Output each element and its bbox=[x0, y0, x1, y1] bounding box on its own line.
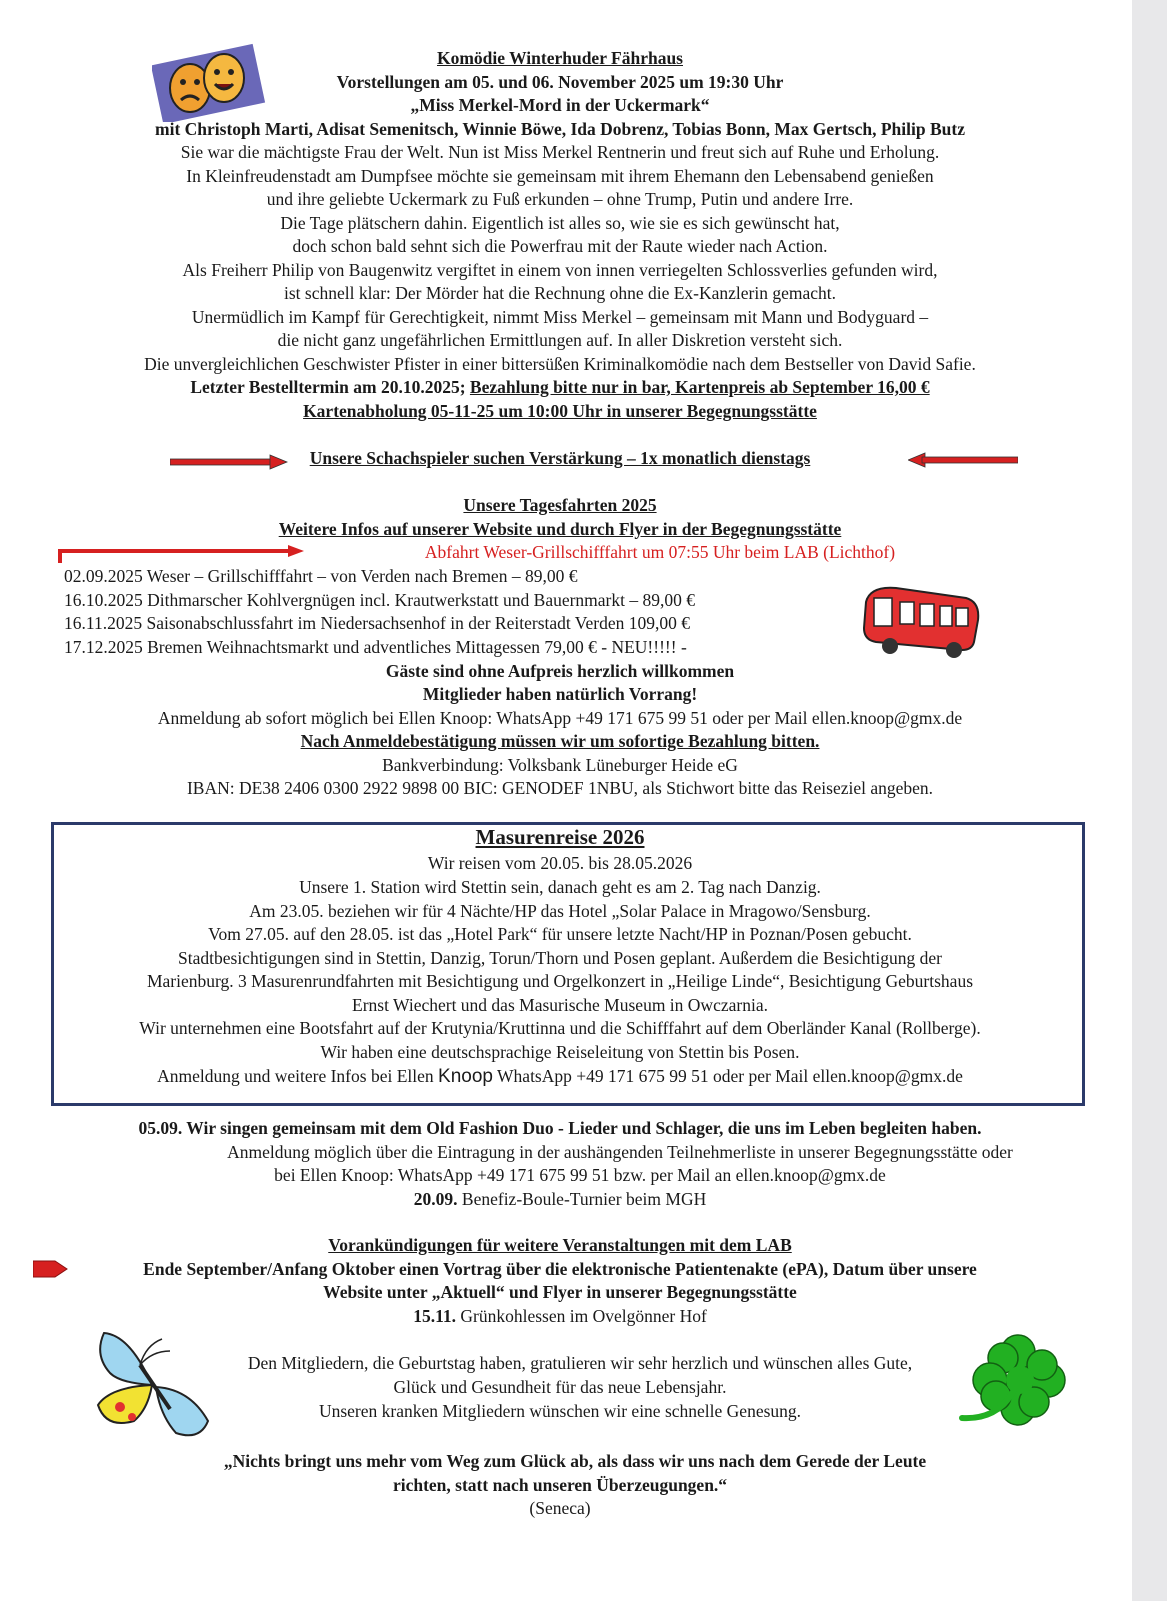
trips-registration: Anmeldung ab sofort möglich bei Ellen Knoop: WhatsApp +49 171 675 99 51 oder per Mail ellen.knoop@gmx.de bbox=[157, 708, 963, 728]
comedy-description-line: Als Freiherr Philip von Baugenwitz vergiftet in einem von innen verriegelten Schlossverlies gefunden wird, bbox=[182, 260, 938, 280]
masuren-line: Vom 27.05. auf den 28.05. ist das „Hotel Park“ für unsere letzte Nacht/HP in Poznan/Posen gebucht. bbox=[208, 924, 912, 944]
comedy-title: Komödie Winterhuder Fährhaus bbox=[436, 48, 683, 68]
comedy-description-line: In Kleinfreudenstadt am Dumpfsee möchte sie gemeinsam mit ihrem Ehemann den Lebensabend genießen bbox=[186, 166, 934, 186]
greeting-line: Den Mitgliedern, die Geburtstag haben, gratulieren wir sehr herzlich und wünschen alles Gute, bbox=[247, 1353, 913, 1373]
masuren-line: Marienburg. 3 Masurenrundfahrten mit Besichtigung und Orgelkonzert in „Heilige Linde“, Besichtigung Geburtshaus bbox=[146, 971, 974, 991]
comedy-description-line: und ihre geliebte Uckermark zu Fuß erkunden – ohne Trump, Putin und andere Irre. bbox=[266, 189, 854, 209]
trips-bank: Bankverbindung: Volksbank Lüneburger Heide eG bbox=[382, 755, 738, 775]
masuren-contact-pre: Anmeldung und weitere Infos bei Ellen bbox=[157, 1066, 434, 1086]
masuren-line: Unsere 1. Station wird Stettin sein, danach geht es am 2. Tag nach Danzig. bbox=[299, 877, 821, 897]
trips-iban: IBAN: DE38 2406 0300 2922 9898 00 BIC: GENODEF 1NBU, als Stichwort bitte das Reiseziel angeben. bbox=[186, 778, 934, 798]
trips-title: Unsere Tagesfahrten 2025 bbox=[463, 495, 657, 515]
chess-notice: Unsere Schachspieler suchen Verstärkung – 1x monatlich dienstags bbox=[309, 448, 811, 468]
masuren-line: Am 23.05. beziehen wir für 4 Nächte/HP das Hotel „Solar Palace in Mragowo/Sensburg. bbox=[249, 901, 871, 921]
trip-item: 16.11.2025 Saisonabschlussfahrt im Niedersachsenhof in der Reiterstadt Verden 109,00 € bbox=[64, 613, 690, 633]
comedy-description-line: ist schnell klar: Der Mörder hat die Rechnung ohne die Ex-Kanzlerin gemacht. bbox=[283, 283, 837, 303]
comedy-payment: Bezahlung bitte nur in bar, Kartenpreis ab September 16,00 € bbox=[469, 377, 930, 397]
comedy-dates: Vorstellungen am 05. und 06. November 2025 um 19:30 Uhr bbox=[336, 72, 784, 92]
preview-line: Website unter „Aktuell“ und Flyer in unserer Begegnungsstätte bbox=[323, 1282, 797, 1302]
viewer-scroll-gutter bbox=[1132, 0, 1167, 1601]
comedy-description-line: Sie war die mächtigste Frau der Welt. Nun ist Miss Merkel Rentnerin und freut sich auf Ruhe und Erholung. bbox=[180, 142, 940, 162]
preview-title: Vorankündigungen für weitere Veranstaltungen mit dem LAB bbox=[328, 1235, 792, 1255]
quote-line: richten, statt nach unseren Überzeugungen.“ bbox=[392, 1475, 728, 1495]
singing-headline: 05.09. Wir singen gemeinsam mit dem Old Fashion Duo - Lieder und Schlager, die uns im Leben begleiten haben. bbox=[138, 1118, 982, 1138]
bus-icon bbox=[856, 580, 986, 666]
singing-line: Anmeldung möglich über die Eintragung in der aushängenden Teilnehmerliste in unserer Begegnungsstätte oder bbox=[227, 1142, 1013, 1162]
boule-text: Benefiz-Boule-Turnier beim MGH bbox=[461, 1189, 707, 1209]
trip-item: 02.09.2025 Weser – Grillschifffahrt – von Verden nach Bremen – 89,00 € bbox=[64, 566, 578, 586]
preview-line: Ende September/Anfang Oktober einen Vortrag über die elektronische Patientenakte (ePA), Datum über unsere bbox=[143, 1259, 977, 1279]
trips-guests: Gäste sind ohne Aufpreis herzlich willkommen bbox=[385, 661, 735, 681]
kale-date: 15.11. bbox=[413, 1306, 456, 1326]
comedy-cast: mit Christoph Marti, Adisat Semenitsch, Winnie Böwe, Ida Dobrenz, Tobias Bonn, Max Gertsch, Philip Butz bbox=[155, 119, 965, 139]
kale-text: Grünkohlessen im Ovelgönner Hof bbox=[460, 1306, 707, 1326]
trips-departure-note: Abfahrt Weser-Grillschifffahrt um 07:55 Uhr beim LAB (Lichthof) bbox=[424, 542, 896, 562]
masuren-line: Stadtbesichtigungen sind in Stettin, Danzig, Torun/Thorn und Posen geplant. Außerdem die Besichtigung der bbox=[178, 948, 942, 968]
comedy-pickup: Kartenabholung 05-11-25 um 10:00 Uhr in unserer Begegnungsstätte bbox=[303, 401, 817, 421]
trips-subtitle: Weitere Infos auf unserer Website und durch Flyer in der Begegnungsstätte bbox=[278, 519, 842, 539]
trip-item: 17.12.2025 Bremen Weihnachtsmarkt und adventliches Mittagessen 79,00 € - NEU!!!!! - bbox=[64, 637, 687, 657]
greeting-line: Glück und Gesundheit für das neue Lebensjahr. bbox=[393, 1377, 727, 1397]
masuren-line: Wir unternehmen eine Bootsfahrt auf der Krutynia/Kruttinna und die Schifffahrt auf dem Oberländer Kanal (Rollberge). bbox=[139, 1018, 981, 1038]
masuren-title: Masurenreise 2026 bbox=[475, 825, 645, 849]
quote-line: „Nichts bringt uns mehr vom Weg zum Glück ab, als dass wir uns nach dem Gerede der Leute bbox=[223, 1451, 927, 1471]
trips-members: Mitglieder haben natürlich Vorrang! bbox=[422, 684, 698, 704]
masuren-contact bbox=[60, 1065, 1060, 1088]
comedy-play-title: „Miss Merkel-Mord in der Uckermark“ bbox=[410, 95, 710, 115]
quote-author: (Seneca) bbox=[529, 1498, 591, 1518]
trip-item: 16.10.2025 Dithmarscher Kohlvergnügen incl. Krautwerkstatt und Bauernmarkt – 89,00 € bbox=[64, 590, 695, 610]
comedy-description-line: die nicht ganz ungefährlichen Ermittlungen auf. In aller Diskretion versteht sich. bbox=[277, 330, 843, 350]
masuren-contact-post: WhatsApp +49 171 675 99 51 oder per Mail ellen.knoop@gmx.de bbox=[497, 1066, 963, 1086]
singing-line: bei Ellen Knoop: WhatsApp +49 171 675 99 51 bzw. per Mail an ellen.knoop@gmx.de bbox=[274, 1165, 886, 1185]
greeting-line: Unseren kranken Mitgliedern wünschen wir eine schnelle Genesung. bbox=[318, 1401, 802, 1421]
comedy-deadline: Letzter Bestelltermin am 20.10.2025; bbox=[190, 377, 466, 397]
comedy-order-line bbox=[60, 376, 1060, 399]
arrow-left-icon bbox=[908, 452, 1018, 468]
masuren-contact-name: Knoop bbox=[438, 1066, 493, 1087]
boule-line bbox=[60, 1188, 1060, 1211]
comedy-description-line: doch schon bald sehnt sich die Powerfrau mit der Raute wieder nach Action. bbox=[292, 236, 828, 256]
comedy-description-line: Die unvergleichlichen Geschwister Pfister in einer bittersüßen Kriminalkomödie nach dem Bestseller von David Safie. bbox=[144, 354, 976, 374]
comedy-description-line: Die Tage plätschern dahin. Eigentlich ist alles so, wie sie es sich gewünscht hat, bbox=[280, 213, 840, 233]
comedy-description-line: Unermüdlich im Kampf für Gerechtigkeit, nimmt Miss Merkel – gemeinsam mit Mann und Bodyguard – bbox=[191, 307, 929, 327]
clover-icon bbox=[958, 1330, 1078, 1440]
trips-payment-note: Nach Anmeldebestätigung müssen wir um sofortige Bezahlung bitten. bbox=[300, 731, 820, 751]
masuren-line: Ernst Wiechert und das Masurische Museum in Owczarnia. bbox=[352, 995, 768, 1015]
masuren-line: Wir reisen vom 20.05. bis 28.05.2026 bbox=[427, 853, 693, 873]
boule-date: 20.09. bbox=[413, 1189, 458, 1209]
masuren-line: Wir haben eine deutschsprachige Reiseleitung von Stettin bis Posen. bbox=[320, 1042, 800, 1062]
